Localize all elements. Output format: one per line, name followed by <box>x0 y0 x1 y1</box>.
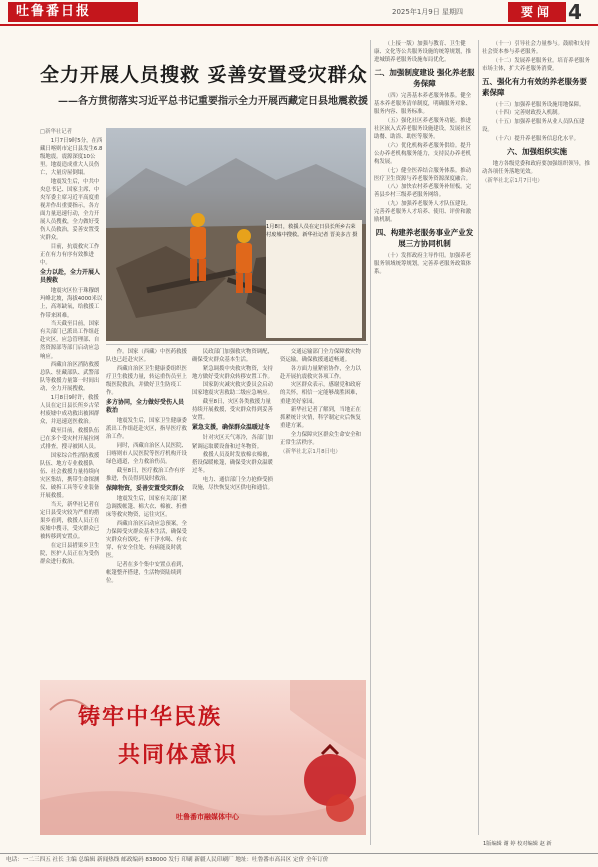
paragraph: 西藏自治区消防救援总队、驻藏部队、武警部队等救援力量第一时间出动，全力开展搜救。 <box>40 362 100 393</box>
paragraph: 各方面力量紧密协作，全力以赴开展抗震救灾各项工作。 <box>280 365 361 380</box>
paragraph: 电力、通信部门全力抢修受损设施，尽快恢复灾区供电和通信。 <box>192 476 273 491</box>
section-heading: 二、加强制度建设 强化养老服务保障 <box>374 68 475 89</box>
paragraph: （十四）完善财政投入机制。 <box>492 110 563 117</box>
byline: □新华社记者 <box>40 129 73 135</box>
paragraph: 在定日县措果乡卫生院，医护人员正在为受伤群众进行救治。 <box>40 542 100 565</box>
newspaper-logo: 吐鲁番日报 <box>8 2 138 22</box>
section-heading: 全力以赴，全力开展人员搜救 <box>40 269 101 285</box>
page-footer: 电话：一二三四五 社长 主编 总编辑 新闻热线 邮政编码 838000 发行 印刷 新疆人民印刷厂 地址：吐鲁番市高昌区 定价 全年订价 <box>0 853 598 867</box>
section-label: 要闻 <box>508 2 566 22</box>
article-column-4 <box>280 348 366 673</box>
paragraph: 灾区群众表示，感谢党和政府的关怀，相信一定能够战胜困难，重建美好家园。 <box>280 382 361 405</box>
paragraph: 地震灾区位于珠穆朗玛峰北坡，海拔4000米以上，高寒缺氧，给救援工作带来困难。 <box>40 288 103 319</box>
paragraph: 同时，西藏自治区人民医院、日喀则市人民医院等医疗机构开设绿色通道，全力救治伤员。 <box>106 443 187 466</box>
banner-source: 吐鲁番市融媒体中心 <box>176 813 239 821</box>
article-column-3 <box>192 348 276 673</box>
paragraph: 新华社记者了解到，当地正在抓紧统计灾情，科学制定灾后恢复重建方案。 <box>280 407 361 430</box>
paragraph: 地方各级党委和政府要加强组织领导，推动各项任务落地见效。 <box>482 160 590 175</box>
paragraph: （五）强化社区养老服务功能。推进社区嵌入式养老服务设施建设，发展社区助餐、助浴、助医等服务。 <box>374 118 472 141</box>
divider <box>106 344 368 345</box>
paragraph: 西藏自治区卫生健康委组织医疗卫生救援力量，转运重伤员至上级医院救治，并做好卫生防疫工作。 <box>106 365 187 396</box>
paragraph: 当天，新华社记者在定日县受灾较为严重的措果乡看到，救援人员正在废墟中搜寻，受灾群众已被转移到安置点。 <box>40 501 100 541</box>
paragraph: （十）发挥政府主导作用。加强养老服务领域统筹规划，完善养老服务政策体系。 <box>374 253 472 276</box>
paragraph: （六）优化机构养老服务供给。提升公办养老机构服务能力，支持民办养老机构发展。 <box>374 142 472 166</box>
paragraph: （八）加快农村养老服务补短板。完善县乡村三级养老服务网络。 <box>374 184 472 199</box>
section-heading: 六、加强组织实施 <box>507 146 567 156</box>
date: 2025年1月9日 <box>392 8 440 16</box>
paragraph: 当天截至目前，国家有关部门已派出工作组赶赴灾区，应急管理部、自然资源部等部门启动应急响应。 <box>40 321 100 360</box>
paragraph: 民政部门加强救灾物资调配，确保受灾群众基本生活。 <box>192 349 273 364</box>
article-column-2 <box>106 348 188 673</box>
paragraph: （十三）加强养老服务设施用地保障。 <box>492 101 585 108</box>
banner-title-line-1: 铸牢中华民族 <box>78 704 223 730</box>
paragraph: 交通运输部门全力保障救灾物资运输，确保救援通道畅通。 <box>280 349 361 364</box>
paragraph: 救援人员及时发放棉衣棉被，搭设保暖帐篷，确保受灾群众温暖过冬。 <box>192 452 273 475</box>
issue-date <box>392 7 463 17</box>
paragraph: 记者在多个集中安置点看到，帐篷整齐搭建，生活物资陆续到位。 <box>106 561 187 585</box>
paragraph: 1月8日9时许，救援人员在定日县长所乡古荣村废墟中成功救出被困群众，并迅速送医救治。 <box>40 395 100 426</box>
paragraph: 截至目前，救援队伍已在多个受灾村开展拉网式排查，搜寻被困人员。 <box>40 427 100 451</box>
paragraph: 全力保障灾区群众生命安全和正常生活秩序。 <box>280 431 361 447</box>
article-column-5 <box>374 40 475 835</box>
paragraph: 国家防灾减灾救灾委员会启动国家地震灾害救助二级应急响应。 <box>192 382 273 397</box>
paragraph: （十五）加强养老服务从业人员队伍建设。 <box>482 119 585 134</box>
paragraph: （十六）提升养老服务信息化水平。 <box>492 135 580 142</box>
paragraph: 截至8日，医疗救治工作有序推进，伤员得到及时救治。 <box>106 467 185 482</box>
paragraph: 紧急调拨中央救灾物资，支持地方做好受灾群众转移安置工作。 <box>192 365 273 380</box>
paragraph: 作。国家（西藏）中医药救援队也已赶赴灾区。 <box>106 349 187 364</box>
banner-title-line-2: 共同体意识 <box>118 742 239 768</box>
paragraph: 国家综合性消防救援队伍、地方专业救援队伍、社会救援力量持续向灾区集结，携带生命探测仪、破拆工具等专业装备开展救援。 <box>40 452 100 500</box>
article-column-6 <box>482 40 592 835</box>
headline: 全力开展人员搜救 妥善安置受灾群众 <box>40 64 368 86</box>
paragraph: （七）健全医养结合服务体系。推动医疗卫生资源与养老服务资源深度融合。 <box>374 167 472 182</box>
weekday: 星期四 <box>441 8 463 16</box>
paragraph: （十一）引导社会力量参与。鼓励和支持社会资本参与养老服务。 <box>482 41 590 56</box>
paragraph: 截至8日，灾区各类救援力量持续开展救援，受灾群众得到妥善安置。 <box>192 399 273 422</box>
paragraph: 针对灾区天气寒冷，各部门加紧调运取暖设备和过冬物资。 <box>192 435 273 450</box>
paragraph: 地震发生后，国家有关部门紧急调拨帐篷、棉大衣、棉被、折叠床等救灾物资，运往灾区。 <box>106 496 187 519</box>
section-heading: 多方协同，全力做好受伤人员救治 <box>106 399 185 415</box>
paragraph: （十二）发展养老服务业。培育养老服务市场主体，扩大养老服务消费。 <box>482 57 590 72</box>
paragraph: 地震发生后，国家卫生健康委派出工作组赶赴灾区，指导医疗救治工作。 <box>106 418 187 441</box>
editor-line: 1版编辑 谢 婷 校对编辑 赵 新 <box>483 841 552 847</box>
column-divider <box>370 40 371 845</box>
section-heading: 五、强化有力有效的养老服务要素保障 <box>482 76 587 97</box>
paragraph: （上接一版）加强与教育、卫生健康、文化等公共服务设施的统筹规划，推进城镇养老服务设施布局优化。 <box>374 41 472 64</box>
byline: （新华社北京1月7日电） <box>482 177 543 184</box>
paragraph: （九）加强养老服务人才队伍建设。完善养老服务人才培养、使用、评价和激励机制。 <box>374 201 472 224</box>
paragraph: （四）完善基本养老服务体系。健全基本养老服务清单制度，明确服务对象、服务内容、服务标准。 <box>374 93 472 116</box>
photo-caption: 1月8日，救援人员在定日县长所乡古荣村废墟中搜救。新华社记者 晋美多吉 摄 <box>266 224 358 238</box>
paragraph: 地震发生后，中共中央总书记、国家主席、中央军委主席习近平高度重视并作出重要指示，各方面力量迅速行动，全力开展人员搜救，全力做好受伤人员救治，妥善安置受灾群众。 <box>40 178 100 242</box>
paragraph: 西藏自治区启动应急预案，全力保障受灾群众基本生活，确保受灾群众有饭吃、有干净水喝、有衣穿、有安全住处、有病能及时就医。 <box>106 520 187 560</box>
section-heading: 四、构建养老服务事业产业发展三方协同机制 <box>375 228 474 249</box>
subheadline: ——各方贯彻落实习近平总书记重要指示全力开展西藏定日县地震救援 <box>58 96 368 107</box>
editors-list <box>483 840 593 848</box>
section-heading: 保障物资，妥善安置受灾群众 <box>106 485 185 492</box>
paragraph: 目前，抗震救灾工作正在有力有序有效推进中。 <box>40 243 100 266</box>
column-divider <box>478 40 479 835</box>
section-heading: 紧急支援，确保群众温暖过冬 <box>192 424 271 432</box>
paragraph: 1月7日9时5分，在西藏日喀则市定日县发生6.8级地震。震源深度10公里。地震造成重大人员伤亡，大量房屋倒塌。 <box>40 137 103 176</box>
masthead <box>0 0 598 26</box>
page-number: 4 <box>568 0 582 24</box>
byline: （新华社北京1月8日电） <box>280 448 341 455</box>
article-column-1 <box>40 128 104 648</box>
